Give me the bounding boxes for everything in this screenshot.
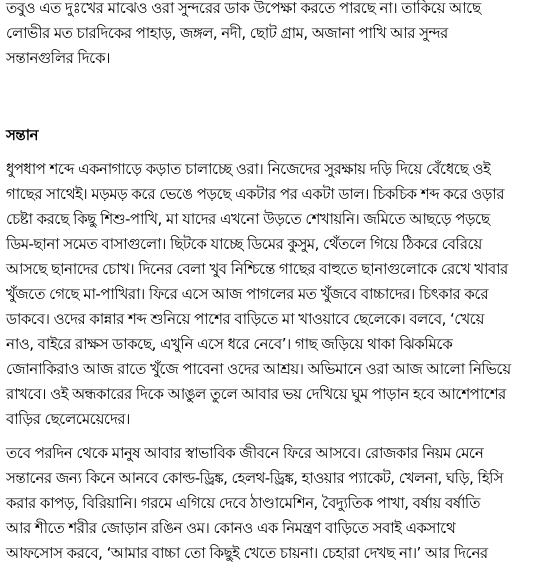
text-line: জোনাকিরাও আজ রাতে খুঁজে পাবেনা ওদের আশ্রয়। অভিমানে ওরা আজ আলো নিভিয়ে (6, 360, 511, 378)
text-line: ডাকবে। ওদের কান্নার শব্দ শুনিয়ে পাশের বাড়িতে মা খাওয়াবে ছেলেকে। বলবে, ‘খেয়ে (6, 310, 484, 328)
text-line: করার কাপড়, বিরিয়ানি। গরমে এগিয়ে দেবে ঠাণ্ডামেশিন, বৈদ্যুতিক পাখা, বর্ষায় বর্ষাতি (6, 494, 480, 512)
text-line: গাছের সাথেই। মড়মড় করে ভেঙে পড়ছে একটার পর একটা ডাল। চিকচিক শব্দ করে ওড়ার (6, 185, 504, 203)
text-line: নাও, বাইরে রাক্ষস ডাকছে, এখুনি এসে ধরে নেবে’। গাছ জড়িয়ে থাকা ঝিকমিকে (6, 335, 453, 353)
text-line: আফসোস করবে, ‘আমার বাচ্চা তো কিছুই খেতে চায়না। চেহারা দেখছ না।’ আর দিনের (6, 544, 488, 562)
text-line: তবুও এত দুঃখের মাঝেও ওরা সুন্দরের ডাক উপেক্ষা করতে পারছে না। তাকিয়ে আছে (6, 0, 481, 17)
text-line: লোভীর মত চারদিকের পাহাড়, জঙ্গল, নদী, ছোট গ্রাম, অজানা পাখি আর সুন্দর (6, 24, 448, 42)
text-line: চেষ্টা করছে কিছু শিশু-পাখি, মা যাদের এখনো উড়তে শেখায়নি। জমিতে আছড়ে পড়ছে (6, 210, 490, 228)
section-heading: সন্তান (6, 126, 38, 144)
text-line: আর শীতে শরীর জোড়ান রঙিন ওম। কোনও এক নিমন্ত্রণ বাড়িতে সবাই একসাথে (6, 519, 456, 537)
text-line: ডিম-ছানা সমেত বাসাগুলো। ছিটকে যাচ্ছে ডিমের কুসুম, থেঁতলে গিয়ে ঠিকরে বেরিয়ে (6, 235, 482, 253)
text-line: সন্তানের জন্য কিনে আনবে কোল্ড-ড্রিঙ্ক, হেলথ-ড্রিঙ্ক, হাওয়ার প্যাকেট, খেলনা, ঘড়ি, হিসি (6, 469, 503, 487)
text-line: খুঁজতে গেছে মা-পাখিরা। ফিরে এসে আজ পাগলের মত খুঁজবে বাচ্চাদের। চিৎকার করে (6, 285, 489, 303)
text-line: তবে পরদিন থেকে মানুষ আবার স্বাভাবিক জীবনে ফিরে আসবে। রোজকার নিয়ম মেনে (6, 444, 484, 462)
text-line: আসছে ছানাদের চোখ। দিনের বেলা খুব নিশ্চিন্তে গাছের বাহুতে ছানাগুলোকে রেখে খাবার (6, 260, 508, 278)
text-line: ধুপধাপ শব্দে একনাগাড়ে কড়াত চালাচ্ছে ওরা। নিজেদের সুরক্ষায় দড়ি দিয়ে বেঁধেছে ওই (6, 160, 491, 178)
text-line: বাড়ির ছেলেমেয়েদের। (6, 410, 130, 428)
text-line: রাখবে। ওই অন্ধকারের দিকে আঙুল তুলে আবার ভয় দেখিয়ে ঘুম পাড়ান হবে আশেপাশের (6, 385, 506, 403)
text-line: সন্তানগুলির দিকে। (6, 49, 110, 67)
